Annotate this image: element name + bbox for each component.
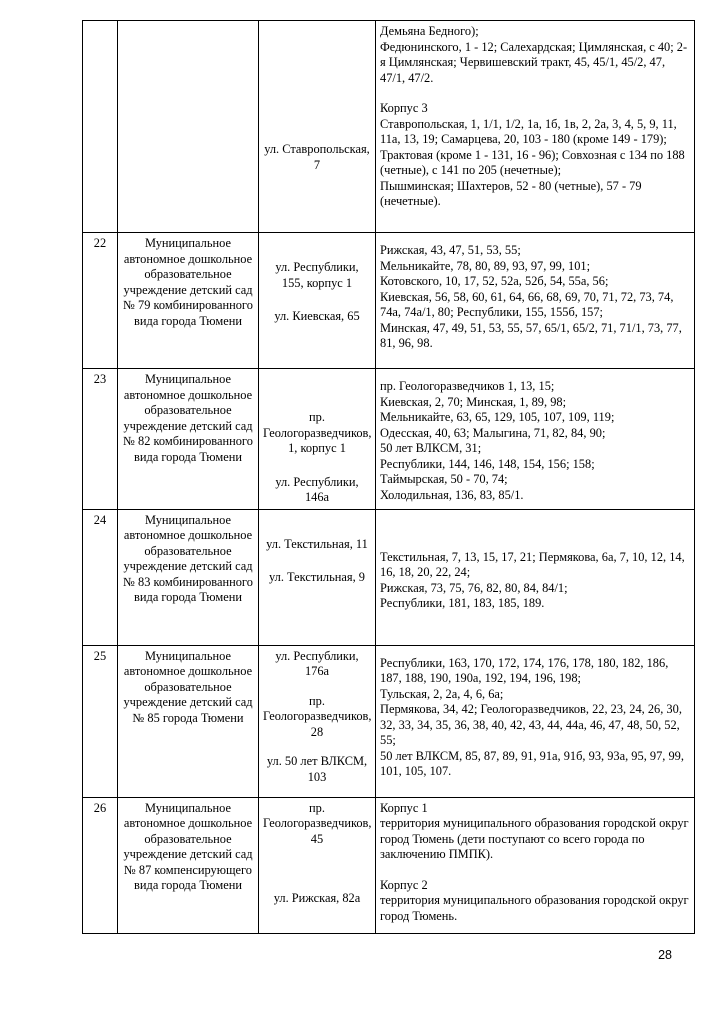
street-line: Республики, 181, 183, 185, 189. [380, 596, 545, 610]
address-line: ул. Киевская, 65 [274, 309, 360, 323]
street-line: территория муниципального образования городской округ город Тюмень. [380, 893, 692, 923]
address-line: ул. Текстильная, 11 [266, 536, 368, 551]
row-number: 22 [83, 233, 118, 369]
address-line: пр. Геологоразведчиков, 28 [263, 693, 375, 739]
table-row [83, 645, 695, 797]
paragraph-gap [380, 863, 690, 878]
assigned-streets [376, 21, 695, 233]
organization-address [259, 369, 376, 510]
address-line: ул. Ставропольская, 7 [264, 142, 373, 172]
street-line: территория муниципального образования городской округ город Тюмень (дети поступают со всего города по заключению ПМПК). [380, 816, 692, 861]
street-line: Минская, 47, 49, 51, 53, 55, 57, 65/1, 65/2, 71, 71/1, 73, 77, 81, 96, 98. [380, 320, 685, 350]
street-line: Котовского, 10, 17, 52, 52а, 52б, 54, 55а, 56; [380, 274, 609, 288]
organization-name: Муниципальное автономное дошкольное образовательное учреждение детский сад № 83 комбинированного вида города Тюмени [118, 509, 259, 645]
street-line: Корпус 2 [380, 877, 428, 892]
row-number: 26 [83, 797, 118, 933]
street-line: Корпус 1 [380, 800, 428, 815]
organization-address [259, 645, 376, 797]
street-line: Пышминская; Шахтеров, 52 - 80 (четные), 57 - 79 (нечетные). [380, 178, 645, 208]
address-line: пр. Геологоразведчиков, 1, корпус 1 [263, 410, 375, 455]
address-line: ул. Республики, 155, корпус 1 [275, 260, 362, 290]
assigned-streets [376, 233, 695, 369]
table-row [83, 21, 695, 233]
page-number: 28 [658, 948, 672, 962]
street-line: 50 лет ВЛКСМ, 85, 87, 89, 91, 91а, 91б, 93, 93а, 95, 97, 99, 101, 105, 107. [380, 748, 688, 778]
street-line: Тульская, 2, 2а, 4, 6, 6а; [380, 686, 504, 701]
street-line: Республики, 144, 146, 148, 154, 156; 158; [380, 456, 595, 471]
address-line: пр. Геологоразведчиков, 45 [263, 800, 375, 846]
street-line: пр. Геологоразведчиков 1, 13, 15; [380, 379, 555, 393]
address-line: ул. Республики, 146а [275, 474, 362, 504]
street-line: Мельникайте, 63, 65, 129, 105, 107, 109, 119; [380, 410, 615, 424]
assigned-streets [376, 509, 695, 645]
organization-address [259, 21, 376, 233]
address-line: ул. Республики, 176а [275, 648, 362, 678]
table-row [83, 509, 695, 645]
street-line: Киевская, 56, 58, 60, 61, 64, 66, 68, 69, 70, 71, 72, 73, 74, 74а, 74а/1, 80; Республики, 155, 155б, 157; [380, 289, 677, 319]
paragraph-gap [380, 86, 690, 101]
table-row [83, 233, 695, 369]
organization-address [259, 797, 376, 933]
street-line: Мельникайте, 78, 80, 89, 93, 97, 99, 101; [380, 258, 591, 273]
street-line: Рижская, 43, 47, 51, 53, 55; [380, 243, 521, 257]
table-row [83, 797, 695, 933]
assigned-streets [376, 369, 695, 510]
organization-name: Муниципальное автономное дошкольное образовательное учреждение детский сад № 85 города Тюмени [118, 645, 259, 797]
address-line: ул. 50 лет ВЛКСМ, 103 [266, 754, 371, 784]
assigned-streets [376, 797, 695, 933]
organization-name: Муниципальное автономное дошкольное образовательное учреждение детский сад № 82 комбинированного вида города Тюмени [118, 369, 259, 510]
assigned-streets [376, 645, 695, 797]
street-line: Республики, 163, 170, 172, 174, 176, 178, 180, 182, 186, 187, 188, 190, 190а, 192, 194, 196, 198; [380, 655, 672, 685]
street-line: Киевская, 2, 70; Минская, 1, 89, 98; [380, 394, 567, 409]
organization-address [259, 509, 376, 645]
address-line: ул. Текстильная, 9 [269, 570, 365, 584]
organization-name: Муниципальное автономное дошкольное образовательное учреждение детский сад № 87 компенсирующего вида города Тюмени [118, 797, 259, 933]
street-line: 50 лет ВЛКСМ, 31; [380, 441, 482, 455]
row-number: 23 [83, 369, 118, 510]
street-line: Демьяна Бедного); [380, 24, 479, 38]
row-number [83, 21, 118, 233]
street-line: Текстильная, 7, 13, 15, 17, 21; Пермякова, 6а, 7, 10, 12, 14, 16, 18, 20, 22, 24; [380, 549, 688, 579]
table-body [83, 21, 695, 934]
street-line: Пермякова, 34, 42; Геологоразведчиков, 22, 23, 24, 26, 30, 32, 33, 34, 35, 36, 38, 40, 42, 43, 44, 44а, 46, 47, 48, 50, 52, 55; [380, 702, 686, 747]
street-line: Рижская, 73, 75, 76, 82, 80, 84, 84/1; [380, 580, 568, 595]
street-line: Таймырская, 50 - 70, 74; [380, 472, 508, 486]
organization-name: Муниципальное автономное дошкольное образовательное учреждение детский сад № 79 комбинированного вида города Тюмени [118, 233, 259, 369]
street-line: Холодильная, 136, 83, 85/1. [380, 487, 524, 502]
street-line: Ставропольская, 1, 1/1, 1/2, 1а, 1б, 1в, 2, 2а, 3, 4, 5, 9, 11, 11а, 13, 19; Самарцева, 20, 103 - 180 (кроме 149 - 179); [380, 116, 680, 146]
street-line: Корпус 3 [380, 101, 428, 115]
street-line: Федюнинского, 1 - 12; Салехардская; Цимлянская, с 40; 2-я Цимлянская; Червишевский тракт, 45, 45/1, 45/2, 47, 47/1, 47/2. [380, 39, 688, 85]
street-line: Трактовая (кроме 1 - 131, 16 - 96); Совхозная с 134 по 188 (четные), с 141 по 205 (нечетные); [380, 147, 688, 177]
organization-address [259, 233, 376, 369]
kindergarten-territory-table [82, 20, 695, 934]
row-number: 24 [83, 509, 118, 645]
row-number: 25 [83, 645, 118, 797]
organization-name [118, 21, 259, 233]
table-row [83, 369, 695, 510]
street-line: Одесская, 40, 63; Малыгина, 71, 82, 84, 90; [380, 425, 606, 440]
address-line: ул. Рижская, 82а [273, 891, 361, 905]
